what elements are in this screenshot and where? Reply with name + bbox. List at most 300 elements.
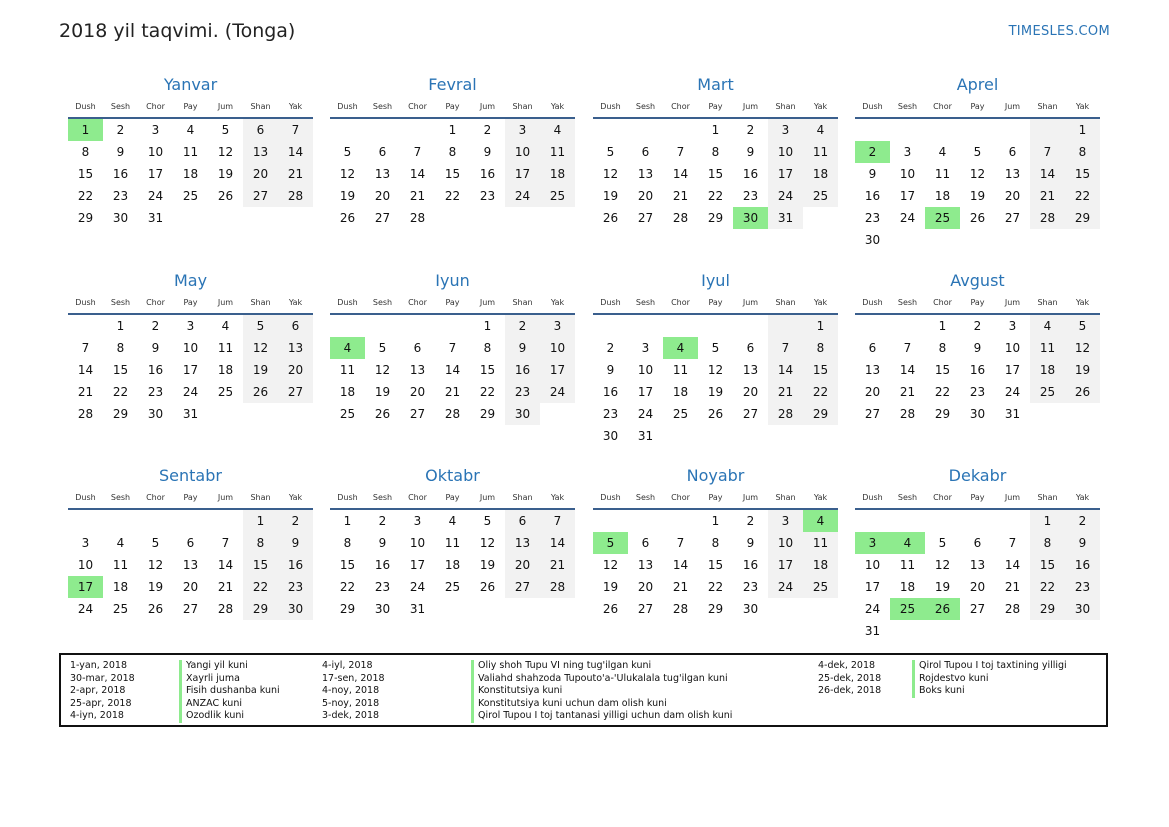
month-mart <box>593 73 838 229</box>
day-cell: 25 <box>1030 381 1065 403</box>
empty-cell <box>960 119 995 141</box>
weekday-label: Sesh <box>897 298 918 307</box>
empty-cell <box>400 119 435 141</box>
site-link[interactable]: TIMESLES.COM <box>1008 24 1110 39</box>
day-cell: 14 <box>409 167 426 181</box>
month-avgust <box>855 269 1100 425</box>
month-yanvar <box>68 73 313 229</box>
day-cell: 5 <box>606 145 615 159</box>
day-cell: 30 <box>505 403 540 425</box>
month-name: Oktabr <box>425 466 480 485</box>
day-cell: 17 <box>899 189 916 203</box>
day-cell: 3 <box>413 514 422 528</box>
day-cell: 18 <box>1030 359 1065 381</box>
day-grid <box>68 119 313 229</box>
day-cell: 17 <box>768 163 803 185</box>
day-cell: 9 <box>483 145 492 159</box>
day-cell: 6 <box>278 315 313 337</box>
day-cell: 19 <box>1065 359 1100 381</box>
day-cell: 10 <box>540 337 575 359</box>
weekday-label: Sesh <box>635 493 656 502</box>
weekday-header <box>855 488 1100 510</box>
day-cell: 15 <box>77 167 94 181</box>
day-cell: 6 <box>746 341 755 355</box>
day-cell: 10 <box>768 141 803 163</box>
day-cell: 12 <box>243 337 278 359</box>
weekday-label: Jum <box>1004 102 1021 111</box>
day-cell: 2 <box>151 319 160 333</box>
weekday-label: Shan <box>250 493 271 502</box>
day-cell: 1 <box>938 319 947 333</box>
day-cell: 30 <box>969 407 986 421</box>
day-cell: 16 <box>1065 554 1100 576</box>
day-cell: 21 <box>672 580 689 594</box>
day-cell: 11 <box>217 341 234 355</box>
day-cell: 23 <box>278 576 313 598</box>
day-cell: 27 <box>864 407 881 421</box>
day-cell: 24 <box>540 381 575 403</box>
day-cell: 29 <box>803 403 838 425</box>
day-cell: 11 <box>1030 337 1065 359</box>
day-cell: 20 <box>864 385 881 399</box>
day-cell: 18 <box>672 385 689 399</box>
day-cell: 8 <box>1065 141 1100 163</box>
day-cell: 6 <box>186 536 195 550</box>
empty-cell <box>593 510 628 532</box>
weekday-label: Yak <box>813 102 828 111</box>
holiday-day-cell: 4 <box>803 510 838 532</box>
day-cell: 23 <box>112 189 129 203</box>
day-cell: 4 <box>1030 315 1065 337</box>
day-cell: 7 <box>676 145 685 159</box>
day-cell: 3 <box>81 536 90 550</box>
legend-names-col-1 <box>179 660 280 723</box>
empty-cell <box>628 119 663 141</box>
weekday-label: Shan <box>250 102 271 111</box>
day-cell: 16 <box>742 558 759 572</box>
weekday-label: Pay <box>708 493 723 502</box>
day-cell: 7 <box>768 337 803 359</box>
legend-names-col-3 <box>912 660 1067 698</box>
day-cell: 3 <box>641 341 650 355</box>
day-cell: 11 <box>444 536 461 550</box>
day-cell: 11 <box>899 558 916 572</box>
day-cell: 21 <box>77 385 94 399</box>
legend-holiday-name: Qirol Tupou I toj tantanasi yilligi uchun dam olish kuni <box>471 710 732 723</box>
legend-dates-col-1 <box>70 660 135 723</box>
weekday-header <box>330 293 575 315</box>
legend-holiday-name: ANZAC kuni <box>179 698 280 711</box>
day-cell: 14 <box>217 558 234 572</box>
day-cell: 12 <box>374 363 391 377</box>
holiday-day-cell: 4 <box>890 532 925 554</box>
weekday-label: Shan <box>1037 102 1058 111</box>
day-cell: 25 <box>182 189 199 203</box>
day-cell: 16 <box>374 558 391 572</box>
day-cell: 11 <box>540 141 575 163</box>
day-cell: 24 <box>899 211 916 225</box>
day-cell: 20 <box>742 385 759 399</box>
day-cell: 9 <box>505 337 540 359</box>
day-cell: 17 <box>147 167 164 181</box>
empty-cell <box>330 315 365 337</box>
weekday-label: Jum <box>479 298 496 307</box>
weekday-label: Dush <box>337 493 358 502</box>
month-aprel <box>855 73 1100 251</box>
weekday-header <box>593 293 838 315</box>
day-cell: 16 <box>147 363 164 377</box>
empty-cell <box>890 315 925 337</box>
day-cell: 26 <box>602 602 619 616</box>
day-cell: 18 <box>540 163 575 185</box>
day-cell: 14 <box>672 167 689 181</box>
day-cell: 19 <box>479 558 496 572</box>
day-cell: 25 <box>339 407 356 421</box>
day-cell: 14 <box>444 363 461 377</box>
day-cell: 19 <box>707 385 724 399</box>
holiday-day-cell: 2 <box>855 141 890 163</box>
day-cell: 31 <box>864 624 881 638</box>
day-cell: 25 <box>540 185 575 207</box>
legend-holiday-name: Valiahd shahzoda Tupouto'a-'Ulukalala tug'ilgan kuni <box>471 673 732 686</box>
day-cell: 26 <box>243 381 278 403</box>
day-cell: 14 <box>1030 163 1065 185</box>
empty-cell <box>995 510 1030 532</box>
day-cell: 10 <box>505 141 540 163</box>
day-cell: 30 <box>742 602 759 616</box>
weekday-header <box>593 97 838 119</box>
weekday-label: Sesh <box>372 102 393 111</box>
day-cell: 9 <box>973 341 982 355</box>
weekday-header <box>68 293 313 315</box>
holiday-day-cell: 3 <box>855 532 890 554</box>
month-name: Iyul <box>701 271 730 290</box>
day-cell: 30 <box>147 407 164 421</box>
day-cell: 6 <box>505 510 540 532</box>
day-cell: 7 <box>1008 536 1017 550</box>
day-cell: 1 <box>343 514 352 528</box>
day-cell: 26 <box>374 407 391 421</box>
day-cell: 29 <box>1065 207 1100 229</box>
day-cell: 25 <box>803 576 838 598</box>
day-cell: 7 <box>221 536 230 550</box>
day-cell: 15 <box>1030 554 1065 576</box>
day-cell: 28 <box>768 403 803 425</box>
day-cell: 5 <box>151 536 160 550</box>
legend-date: 4-noy, 2018 <box>322 685 380 697</box>
day-cell: 29 <box>934 407 951 421</box>
day-cell: 16 <box>278 554 313 576</box>
empty-cell <box>173 510 208 532</box>
day-cell: 10 <box>147 145 164 159</box>
day-cell: 26 <box>969 211 986 225</box>
day-cell: 12 <box>707 363 724 377</box>
empty-cell <box>103 510 138 532</box>
weekday-label: Chor <box>146 493 165 502</box>
weekday-label: Sesh <box>372 298 393 307</box>
legend-date: 4-iyn, 2018 <box>70 710 124 722</box>
empty-cell <box>68 315 103 337</box>
day-cell: 19 <box>217 167 234 181</box>
day-cell: 24 <box>147 189 164 203</box>
legend-holiday-name: Boks kuni <box>912 685 1067 698</box>
day-cell: 10 <box>1004 341 1021 355</box>
legend-date: 4-dek, 2018 <box>818 660 876 671</box>
day-cell: 31 <box>637 429 654 443</box>
day-cell: 1 <box>1065 119 1100 141</box>
day-cell: 1 <box>803 315 838 337</box>
empty-cell <box>925 510 960 532</box>
empty-cell <box>628 510 663 532</box>
month-name: Yanvar <box>163 75 218 94</box>
day-cell: 14 <box>540 532 575 554</box>
day-cell: 13 <box>637 167 654 181</box>
day-grid <box>68 315 313 425</box>
empty-cell <box>855 315 890 337</box>
day-cell: 22 <box>243 576 278 598</box>
weekday-label: Pay <box>970 493 985 502</box>
day-cell: 6 <box>641 536 650 550</box>
day-cell: 11 <box>803 532 838 554</box>
day-cell: 8 <box>448 145 457 159</box>
day-cell: 15 <box>243 554 278 576</box>
day-cell: 5 <box>938 536 947 550</box>
day-cell: 15 <box>707 558 724 572</box>
day-cell: 24 <box>768 576 803 598</box>
day-cell: 28 <box>278 185 313 207</box>
day-cell: 12 <box>602 558 619 572</box>
weekday-label: Jum <box>742 298 759 307</box>
weekday-label: Sesh <box>897 102 918 111</box>
weekday-label: Dush <box>75 493 96 502</box>
day-cell: 3 <box>540 315 575 337</box>
day-cell: 23 <box>864 211 881 225</box>
day-cell: 10 <box>77 558 94 572</box>
day-cell: 22 <box>934 385 951 399</box>
month-name: Aprel <box>956 75 999 94</box>
legend-holiday-name: Yangi yil kuni <box>179 660 280 673</box>
weekday-label: Dush <box>862 493 883 502</box>
day-cell: 12 <box>1065 337 1100 359</box>
day-cell: 8 <box>938 341 947 355</box>
weekday-label: Pay <box>445 298 460 307</box>
legend-date: 3-dek, 2018 <box>322 710 380 722</box>
day-cell: 28 <box>409 211 426 225</box>
empty-cell <box>855 510 890 532</box>
weekday-label: Dush <box>75 102 96 111</box>
month-sentabr <box>68 464 313 620</box>
month-may <box>68 269 313 425</box>
day-cell: 31 <box>409 602 426 616</box>
day-cell: 5 <box>378 341 387 355</box>
day-cell: 15 <box>707 167 724 181</box>
day-cell: 12 <box>147 558 164 572</box>
day-cell: 14 <box>278 141 313 163</box>
day-cell: 16 <box>112 167 129 181</box>
day-cell: 21 <box>672 189 689 203</box>
day-cell: 8 <box>243 532 278 554</box>
day-cell: 19 <box>934 580 951 594</box>
empty-cell <box>593 119 628 141</box>
day-cell: 18 <box>112 580 129 594</box>
legend-names-col-2 <box>471 660 732 723</box>
day-cell: 27 <box>409 407 426 421</box>
weekday-label: Shan <box>512 102 533 111</box>
day-cell: 24 <box>768 185 803 207</box>
day-cell: 2 <box>606 341 615 355</box>
weekday-label: Shan <box>250 298 271 307</box>
day-cell: 20 <box>637 580 654 594</box>
day-cell: 11 <box>803 141 838 163</box>
day-cell: 3 <box>505 119 540 141</box>
empty-cell <box>138 510 173 532</box>
day-cell: 6 <box>1008 145 1017 159</box>
day-cell: 20 <box>374 189 391 203</box>
holiday-day-cell: 25 <box>890 598 925 620</box>
day-cell: 6 <box>243 119 278 141</box>
day-cell: 15 <box>934 363 951 377</box>
day-cell: 22 <box>77 189 94 203</box>
day-cell: 2 <box>116 123 125 137</box>
empty-cell <box>995 119 1030 141</box>
empty-cell <box>855 119 890 141</box>
legend-date: 25-apr, 2018 <box>70 697 132 709</box>
day-cell: 15 <box>803 359 838 381</box>
empty-cell <box>208 510 243 532</box>
day-cell: 28 <box>1030 207 1065 229</box>
empty-cell <box>733 315 768 337</box>
day-cell: 28 <box>1004 602 1021 616</box>
day-cell: 23 <box>147 385 164 399</box>
day-cell: 15 <box>112 363 129 377</box>
day-cell: 30 <box>112 211 129 225</box>
day-cell: 20 <box>505 554 540 576</box>
month-fevral <box>330 73 575 229</box>
weekday-label: Chor <box>408 102 427 111</box>
day-cell: 29 <box>243 598 278 620</box>
weekday-label: Yak <box>288 298 303 307</box>
day-cell: 13 <box>742 363 759 377</box>
weekday-label: Dush <box>862 298 883 307</box>
day-cell: 12 <box>217 145 234 159</box>
day-cell: 28 <box>540 576 575 598</box>
day-cell: 30 <box>374 602 391 616</box>
holiday-legend <box>59 653 1108 727</box>
day-cell: 27 <box>505 576 540 598</box>
day-cell: 6 <box>641 145 650 159</box>
day-cell: 13 <box>637 558 654 572</box>
day-cell: 7 <box>676 536 685 550</box>
day-cell: 5 <box>1065 315 1100 337</box>
day-cell: 17 <box>182 363 199 377</box>
day-cell: 24 <box>182 385 199 399</box>
day-cell: 1 <box>116 319 125 333</box>
day-cell: 18 <box>934 189 951 203</box>
month-name: Mart <box>697 75 734 94</box>
day-cell: 27 <box>374 211 391 225</box>
day-cell: 21 <box>217 580 234 594</box>
weekday-header <box>330 488 575 510</box>
legend-holiday-name: Konstitutsiya kuni uchun dam olish kuni <box>471 698 732 711</box>
weekday-label: Yak <box>288 493 303 502</box>
legend-dates-col-3 <box>818 660 881 698</box>
day-cell: 17 <box>768 554 803 576</box>
weekday-label: Sesh <box>635 102 656 111</box>
day-cell: 28 <box>77 407 94 421</box>
weekday-label: Shan <box>775 493 796 502</box>
day-cell: 26 <box>339 211 356 225</box>
weekday-label: Sesh <box>110 493 131 502</box>
day-cell: 18 <box>444 558 461 572</box>
day-cell: 29 <box>479 407 496 421</box>
legend-date: 4-iyl, 2018 <box>322 660 373 671</box>
legend-holiday-name: Konstitutsiya kuni <box>471 685 732 698</box>
weekday-label: Dush <box>600 102 621 111</box>
day-cell: 28 <box>672 211 689 225</box>
day-cell: 8 <box>483 341 492 355</box>
day-cell: 5 <box>343 145 352 159</box>
day-cell: 31 <box>147 211 164 225</box>
month-oktabr <box>330 464 575 620</box>
day-cell: 25 <box>444 580 461 594</box>
empty-cell <box>768 315 803 337</box>
day-cell: 5 <box>973 145 982 159</box>
legend-date: 30-mar, 2018 <box>70 672 135 684</box>
weekday-header <box>855 97 1100 119</box>
weekday-header <box>855 293 1100 315</box>
weekday-label: Jum <box>742 493 759 502</box>
day-cell: 24 <box>77 602 94 616</box>
day-cell: 22 <box>339 580 356 594</box>
weekday-label: Shan <box>775 298 796 307</box>
legend-dates-col-2 <box>322 660 385 723</box>
day-cell: 20 <box>969 580 986 594</box>
weekday-label: Jum <box>217 298 234 307</box>
weekday-label: Shan <box>1037 493 1058 502</box>
empty-cell <box>435 315 470 337</box>
month-name: Noyabr <box>686 466 745 485</box>
page-title: 2018 yil taqvimi. (Tonga) <box>59 20 296 42</box>
day-grid <box>330 119 575 229</box>
weekday-label: Dush <box>337 298 358 307</box>
day-cell: 25 <box>217 385 234 399</box>
day-cell: 4 <box>540 119 575 141</box>
weekday-label: Dush <box>600 493 621 502</box>
day-cell: 1 <box>1030 510 1065 532</box>
day-cell: 14 <box>672 558 689 572</box>
empty-cell <box>960 510 995 532</box>
weekday-label: Pay <box>445 102 460 111</box>
weekday-label: Yak <box>1075 298 1090 307</box>
weekday-label: Pay <box>183 102 198 111</box>
day-cell: 27 <box>278 381 313 403</box>
day-cell: 11 <box>182 145 199 159</box>
day-cell: 2 <box>483 123 492 137</box>
day-cell: 24 <box>409 580 426 594</box>
holiday-day-cell: 30 <box>733 207 768 229</box>
day-cell: 22 <box>707 189 724 203</box>
weekday-label: Dush <box>862 102 883 111</box>
holiday-day-cell: 5 <box>593 532 628 554</box>
day-cell: 26 <box>147 602 164 616</box>
weekday-label: Yak <box>288 102 303 111</box>
day-cell: 16 <box>742 167 759 181</box>
day-cell: 4 <box>186 123 195 137</box>
month-name: Avgust <box>950 271 1005 290</box>
day-cell: 21 <box>1030 185 1065 207</box>
weekday-label: Shan <box>512 298 533 307</box>
day-cell: 20 <box>243 163 278 185</box>
